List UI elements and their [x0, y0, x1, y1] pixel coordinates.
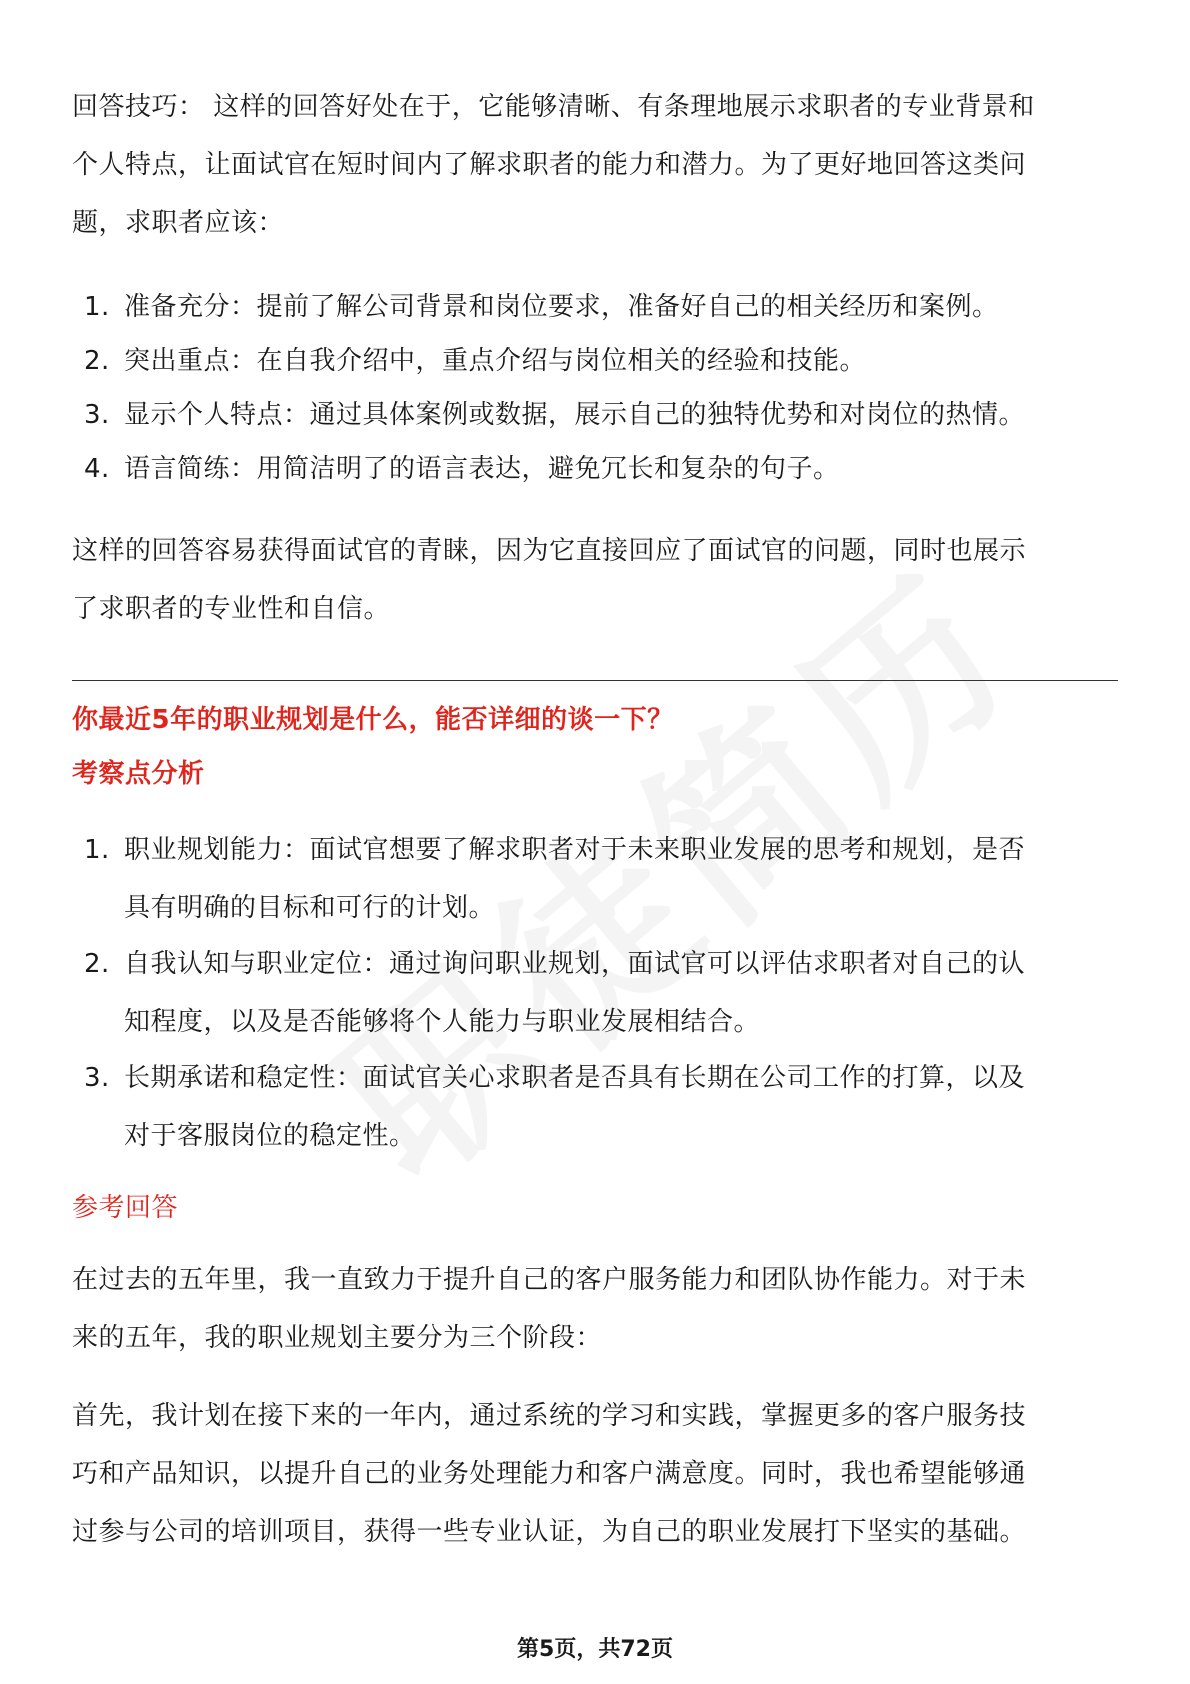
list-item: [72, 1049, 1118, 1165]
document-page: [72, 84, 1118, 1561]
text-line: 过参与公司的培训项目，获得一些专业认证，为自己的职业发展打下坚实的基础。: [72, 1517, 1027, 1547]
list-number: 4.: [84, 454, 110, 484]
text-line: 巧和产品知识，以提升自己的业务处理能力和客户满意度。同时，我也希望能够通: [72, 1459, 1027, 1489]
text-line: 首先，我计划在接下来的一年内，通过系统的学习和实践，掌握更多的客户服务技: [72, 1401, 1027, 1431]
list-item-text: 自我认知与职业定位：通过询问职业规划，面试官可以评估求职者对自己的认: [124, 949, 1026, 979]
intro-tip-paragraph: [72, 78, 1118, 252]
tips-list: [72, 278, 1118, 498]
list-item: [72, 440, 1118, 498]
list-item-text: 语言简练：用简洁明了的语言表达，避免冗长和复杂的句子。: [124, 454, 840, 484]
question-title: 你最近5年的职业规划是什么，能否详细的谈一下？: [72, 705, 674, 735]
list-number: 2.: [84, 346, 110, 376]
list-item: [72, 935, 1118, 1051]
summary-paragraph: [72, 522, 1118, 638]
reference-paragraph-1: [72, 1251, 1118, 1367]
list-item-text: 显示个人特点：通过具体案例或数据，展示自己的独特优势和对岗位的热情。: [124, 400, 1026, 430]
list-item-text: 突出重点：在自我介绍中，重点介绍与岗位相关的经验和技能。: [124, 346, 867, 376]
list-item-text: 具有明确的目标和可行的计划。: [124, 893, 496, 923]
text-line: 在过去的五年里，我一直致力于提升自己的客户服务能力和团队协作能力。对于未: [72, 1265, 1027, 1295]
reference-paragraph-2: [72, 1387, 1118, 1561]
reference-heading: 参考回答: [72, 1193, 179, 1223]
list-item: [72, 332, 1118, 390]
list-number: 3.: [84, 400, 110, 430]
list-item-text: 长期承诺和稳定性：面试官关心求职者是否具有长期在公司工作的打算，以及: [124, 1063, 1026, 1093]
list-item-text: 职业规划能力：面试官想要了解求职者对于未来职业发展的思考和规划，是否: [124, 835, 1026, 865]
list-number: 3.: [84, 1063, 110, 1093]
analysis-list: [72, 821, 1118, 1165]
list-number: 1.: [84, 292, 110, 322]
page-number: 第5页，共72页: [517, 1637, 673, 1662]
text-line: 回答技巧： 这样的回答好处在于，它能够清晰、有条理地展示求职者的专业背景和: [72, 92, 1035, 122]
text-line: 了求职者的专业性和自信。: [72, 594, 391, 624]
analysis-heading: 考察点分析: [72, 759, 205, 789]
list-item: [72, 821, 1118, 937]
list-item-text: 准备充分：提前了解公司背景和岗位要求，准备好自己的相关经历和案例。: [124, 292, 999, 322]
list-item-text: 对于客服岗位的稳定性。: [124, 1121, 416, 1151]
list-number: 1.: [84, 835, 110, 865]
list-item-text: 知程度，以及是否能够将个人能力与职业发展相结合。: [124, 1007, 761, 1037]
section-divider: [72, 680, 1118, 681]
text-line: 来的五年，我的职业规划主要分为三个阶段：: [72, 1323, 603, 1353]
list-item: [72, 278, 1118, 336]
text-line: 个人特点，让面试官在短时间内了解求职者的能力和潜力。为了更好地回答这类问: [72, 150, 1027, 180]
list-number: 2.: [84, 949, 110, 979]
text-line: 题，求职者应该：: [72, 208, 285, 238]
list-item: [72, 386, 1118, 444]
text-line: 这样的回答容易获得面试官的青睐，因为它直接回应了面试官的问题，同时也展示: [72, 536, 1027, 566]
